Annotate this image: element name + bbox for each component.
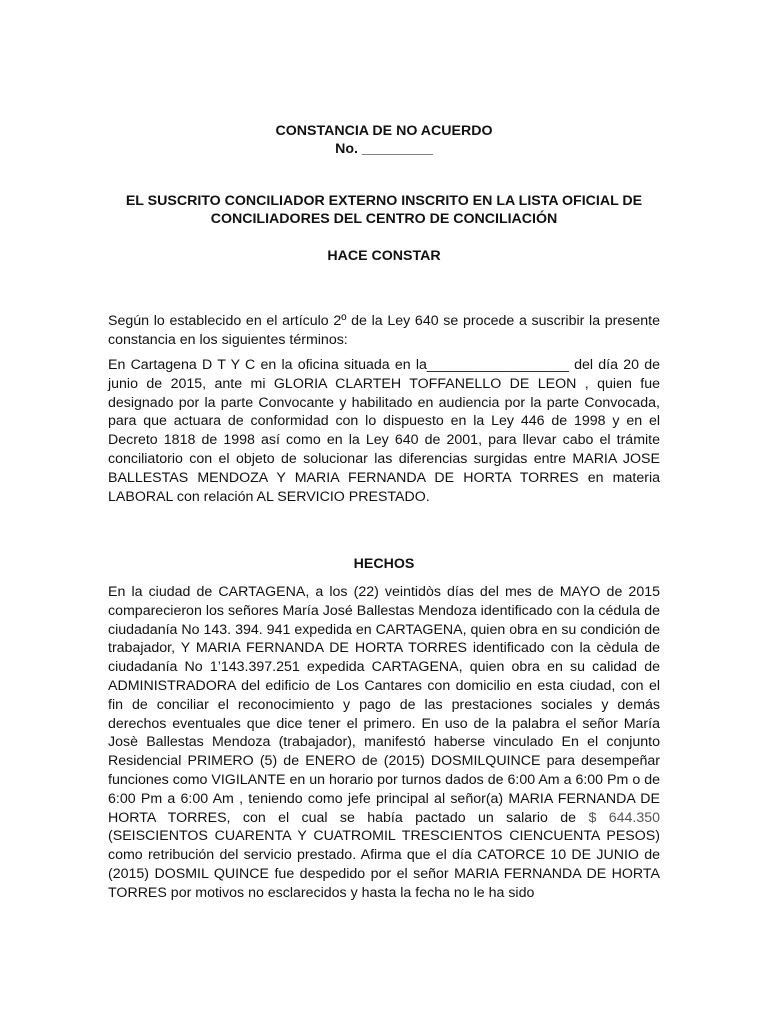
intro-paragraph: Según lo establecido en el artículo 2º de la Ley 640 se procede a suscribir la presente constancia en los siguientes términos:	[108, 313, 660, 348]
conciliator-heading	[100, 192, 668, 228]
hechos-text-part-2: (SEISCIENTOS CUARENTA Y CUATROMIL TRESCIENTOS CIENCUENTA PESOS) como retribución del servicio prestado. Afirma que el día CATORCE 10 DE JUNIO de (2015) DOSMIL QUINCE fue despedido por el señor MARIA FERNANDA DE HORTA TORRES por motivos no esclarecidos y hasta la fecha no le ha sido	[108, 828, 660, 901]
hechos-paragraph	[108, 583, 660, 903]
document-title-block	[108, 122, 660, 158]
hechos-heading: HECHOS	[353, 556, 415, 572]
conciliator-heading-line-1: EL SUSCRITO CONCILIADOR EXTERNO INSCRITO EN LA LISTA OFICIAL DE	[125, 193, 643, 209]
hace-constar-heading: HACE CONSTAR	[327, 248, 441, 264]
session-paragraph: En Cartagena D T Y C en la oficina situada en la__________________ del día 20 de junio de 2015, ante mi GLORIA CLARTEH TOFFANELLO DE LEON , quien fue designado por la parte Convocante y habilitado en audiencia por la parte Convocada, para que actuara de conformidad con lo dispuesto en la Ley 446 de 1998 y en el Decreto 1818 de 1998 así como en la Ley 640 de 2001, para llevar cabo el trámite conciliatorio con el objeto de solucionar las diferencias surgidas entre MARIA JOSE BALLESTAS MENDOZA Y MARIA FERNANDA DE HORTA TORRES en materia LABORAL con relación AL SERVICIO PRESTADO.	[108, 357, 660, 505]
salary-amount: $ 644.350	[588, 809, 660, 826]
conciliator-heading-line-2: CONCILIADORES DEL CENTRO DE CONCILIACIÓN	[210, 211, 558, 227]
hechos-text-part-1: En la ciudad de CARTAGENA, a los (22) veintidòs días del mes de MAYO de 2015 comparecieron los señores María José Ballestas Mendoza identificado con la cédula de ciudadanía No 143. 394. 941 expedida en CARTAGENA, quien obra en su condición de trabajador, Y MARIA FERNANDA DE HORTA TORRES identificado con la cèdula de ciudadanía No 1’143.397.251 expedida CARTAGENA, quien obra en su calidad de ADMINISTRADORA del edificio de Los Cantares con domicilio en esta ciudad, con el fin de conciliar el reconocimiento y pago de las prestaciones sociales y demás derechos eventuales que dice tener el primero. En uso de la palabra el señor María Josè Ballestas Mendoza (trabajador), manifestó haberse vinculado En el conjunto Residencial PRIMERO (5) de ENERO de (2015) DOSMILQUINCE para desempeñar funciones como VIGILANTE en un horario por turnos dados de 6:00 Am a 6:00 Pm o de 6:00 Pm a 6:00 Am , teniendo como jefe principal al señor(a) MARIA FERNANDA DE HORTA TORRES, con el cual se había pactado un salario de	[108, 584, 660, 826]
document-title: CONSTANCIA DE NO ACUERDO	[275, 123, 493, 139]
document-number: No. _________	[335, 141, 433, 157]
